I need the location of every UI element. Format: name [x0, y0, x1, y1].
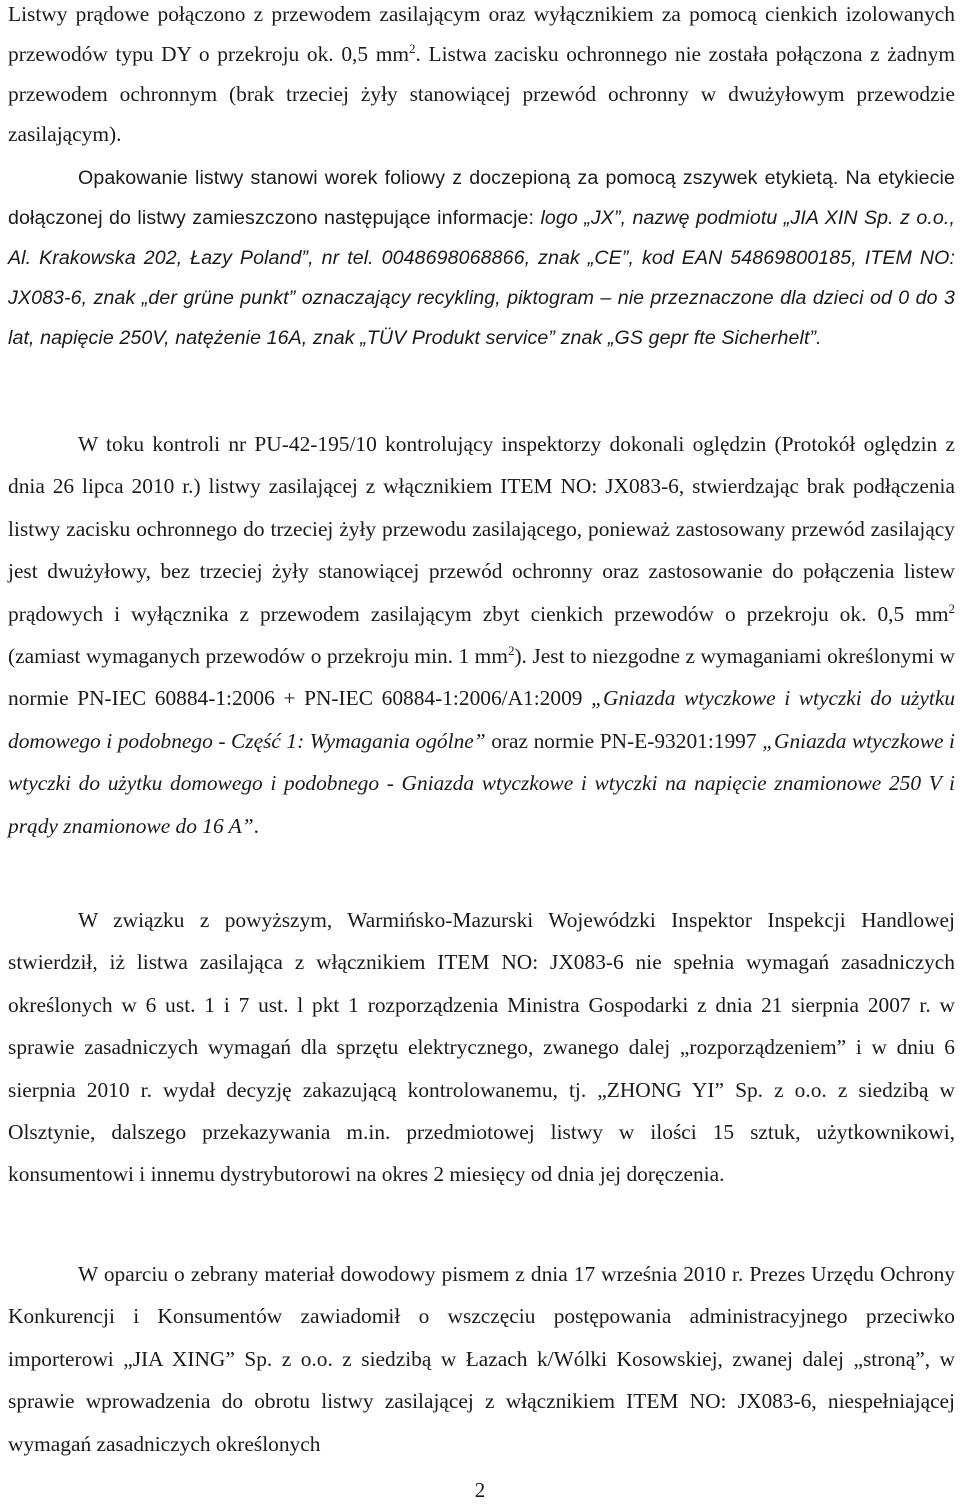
superscript: 2: [409, 40, 416, 56]
paragraph-text: W toku kontroli nr PU-42-195/10 kontrolujący inspektorzy dokonali oględzin (Protokół oględzin z dnia 26 lipca 2010 r.) listwy zasilającej z włącznikiem ITEM NO: JX083-6, stwierdzając brak podłączenia listwy zacisku ochronnego do trzeciej żyły przewodu zasilającego, ponieważ zastosowany przewód zasilający jest dwużyłowy, bez trzeciej żyły stanowiącej przewód ochronny oraz zastosowanie do połączenia listew prądowych i wyłącznika z przewodem zasilającym zbyt cienkich przewodów o przekroju ok. 0,5 mm: [8, 432, 955, 626]
standard-title: „Gniazda wtyczkowe i wtyczki do użytku domowego i podobnego - Część 1: Wymagania ogólne”: [8, 686, 956, 753]
paragraph-wiring: [8, 0, 955, 154]
paragraph-text: (zamiast wymaganych przewodów o przekroju min. 1 mm: [8, 644, 508, 669]
label-details: logo „JX”, nazwę podmiotu „JIA XIN Sp. z o.o., Al. Krakowska 202, Łazy Poland”, nr tel. 0048698068866, znak „CE”, kod EAN 54869800185, ITEM NO: JX083-6, znak „der grüne punkt” oznaczający recykling, piktogram – nie przeznaczone dla dzieci od 0 do 3 lat, napięcie 250V, natężenie 16A, znak „TÜV Produkt service” znak „GS gepr fte Sicherhelt”.: [8, 207, 955, 349]
paragraph-inspection: [8, 423, 955, 847]
paragraph-text: W oparciu o zebrany materiał dowodowy pismem z dnia 17 września 2010 r. Prezes Urzędu Ochrony Konkurencji i Konsumentów zawiadomił o wszczęciu postępowania administracyjnego przeciwko importerowi „JIA XING” Sp. z o.o. z siedzibą w Łazach k/Wólki Kosowskiej, zwanej dalej „stroną”, w sprawie wprowadzenia do obrotu listwy zasilającej z włącznikiem ITEM NO: JX083-6, niespełniającej wymagań zasadniczych określonych: [8, 1262, 955, 1456]
paragraph-text: Opakowanie listwy stanowi worek foliowy z doczepioną za pomocą zszywek etykietą. Na etykiecie dołączonej do listwy zamieszczono następujące informacje:: [8, 167, 955, 229]
paragraph-text: oraz normie PN-E-93201:1997: [485, 728, 763, 753]
paragraph-packaging: [8, 158, 955, 358]
paragraph-proceedings: [8, 1253, 955, 1465]
paragraph-text: .: [253, 813, 259, 838]
superscript: 2: [948, 600, 955, 616]
superscript: 2: [507, 642, 515, 658]
paragraph-text: Listwy prądowe połączono z przewodem zasilającym oraz wyłącznikiem za pomocą cienkich izolowanych przewodów typu DY o przekroju ok. 0,5 mm: [8, 2, 955, 66]
paragraph-decision: [8, 899, 955, 1196]
paragraph-text: W związku z powyższym, Warmińsko-Mazurski Wojewódzki Inspektor Inspekcji Handlowej stwierdził, iż listwa zasilająca z włącznikiem ITEM NO: JX083-6 nie spełnia wymagań zasadniczych określonych w 6 ust. 1 i 7 ust. l pkt 1 rozporządzenia Ministra Gospodarki z dnia 21 sierpnia 2007 r. w sprawie zasadniczych wymagań dla sprzętu elektrycznego, zwanego dalej „rozporządzeniem” i w dniu 6 sierpnia 2010 r. wydał decyzję zakazującą kontrolowanemu, tj. „ZHONG YI” Sp. z o.o. z siedzibą w Olsztynie, dalszego przekazywania m.in. przedmiotowej listwy w ilości 15 sztuk, użytkownikowi, konsumentowi i innemu dystrybutorowi na okres 2 miesięcy od dnia jej doręczenia.: [8, 908, 955, 1187]
paragraph-text: ). Jest to niezgodne z wymaganiami określonymi w normie PN-IEC 60884-1:2006 + PN-IEC 60884-1:2006/A1:2009: [8, 644, 955, 711]
paragraph-text: . Listwa zacisku ochronnego nie została połączona z żadnym przewodem ochronnym (brak trzeciej żyły stanowiącej przewód ochronny w dwużyłowym przewodzie zasilającym).: [8, 42, 955, 146]
page-number: 2: [474, 1478, 486, 1502]
standard-title: „Gniazda wtyczkowe i wtyczki do użytku domowego i podobnego - Gniazda wtyczkowe i wtyczki na napięcie znamionowe 250 V i prądy znamionowe do 16 A”: [8, 728, 956, 838]
